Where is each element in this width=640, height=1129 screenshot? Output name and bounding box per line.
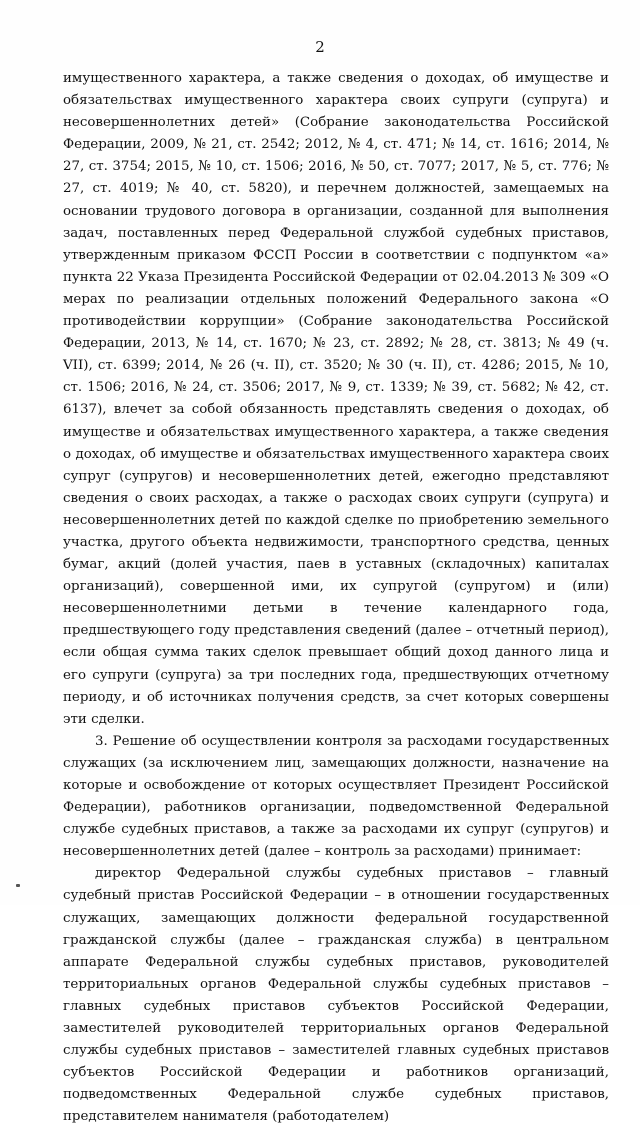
page-number: 2 bbox=[315, 38, 325, 56]
paragraph-continued: имущественного характера, а также сведения о доходах, об имуществе и обязательствах имущественного характера своих супруги (супруга) и несовершеннолетних детей» (Собрание законодательства Российской Федерации, 2009, № 21, ст. 2542; 2012, № 4, ст. 471; № 14, ст. 1616; 2014, № 27, ст. 3754; 2015, № 10, ст. 1506; 2016, № 50, ст. 7077; 2017, № 5, ст. 776; № 27, ст. 4019; № 40, ст. 5820), и перечнем должностей, замещаемых на основании трудового договора в организации, созданной для выполнения задач, поставленных перед Федеральной службой судебных приставов, утвержденным приказом ФССП России в соответствии с подпунктом «а» пункта 22 Указа Президента Российской Федерации от 02.04.2013 № 309 «О мерах по реализации отдельных положений Федерального закона «О противодействии коррупции» (Собрание законодательства Российской Федерации, 2013, № 14, ст. 1670; № 23, ст. 2892; № 28, ст. 3813; № 49 (ч. VII), ст. 6399; 2014, № 26 (ч. II), ст. 3520; № 30 (ч. II), ст. 4286; 2015, № 10, ст. 1506; 2016, № 24, ст. 3506; 2017, № 9, ст. 1339; № 39, ст. 5682; № 42, ст. 6137), влечет за собой обязанность представлять сведения о доходах, об имуществе и обязательствах имущественного характера, а также сведения о доходах, об имуществе и обязательствах имущественного характера своих супруг (супругов) и несовершеннолетних детей, ежегодно представляют сведения о своих расходах, а также о расходах своих супруги (супруга) и несовершеннолетних детей по каждой сделке по приобретению земельного участка, другого объекта недвижимости, транспортного средства, ценных бумаг, акций (долей участия, паев в уставных (складочных) капиталах организаций), совершенной ими, их супругой (супругом) и (или) несовершеннолетними детьми в течение календарного года, предшествующего году представления сведений (далее – отчетный период), если общая сумма таких сделок превышает общий доход данного лица и его супруги (супруга) за три последних года, предшествующих отчетному периоду, и об источниках получения средств, за счет которых совершены эти сделки. bbox=[63, 71, 610, 727]
paragraph-item-3: 3. Решение об осуществлении контроля за расходами государственных служащих (за исключением лиц, замещающих должности, назначение на которые и освобождение от которых осуществляет Президент Российской Федерации), работников организации, подведомственной Федеральной службе судебных приставов, а также за расходами их супруг (супругов) и несовершеннолетних детей (далее – контроль за расходами) принимает: bbox=[63, 733, 609, 860]
paragraph-director: директор Федеральной службы судебных приставов – главный судебный пристав Российской Федерации – в отношении государственных служащих, замещающих должности федеральной государственной гражданской службы (далее – гражданская служба) в центральном аппарате Федеральной службы судебных приставов, руководителей территориальных органов Федеральной службы судебных приставов – главных судебных приставов субъектов Российской Федерации, заместителей руководителей территориальных органов Федеральной службы судебных приставов – заместителей главных судебных приставов субъектов Российской Федерации и работников организаций, подведомственных Федеральной службе судебных приставов, представителем нанимателя (работодателем) bbox=[63, 866, 609, 1125]
document-body bbox=[63, 68, 609, 1129]
scan-speck bbox=[16, 884, 20, 887]
